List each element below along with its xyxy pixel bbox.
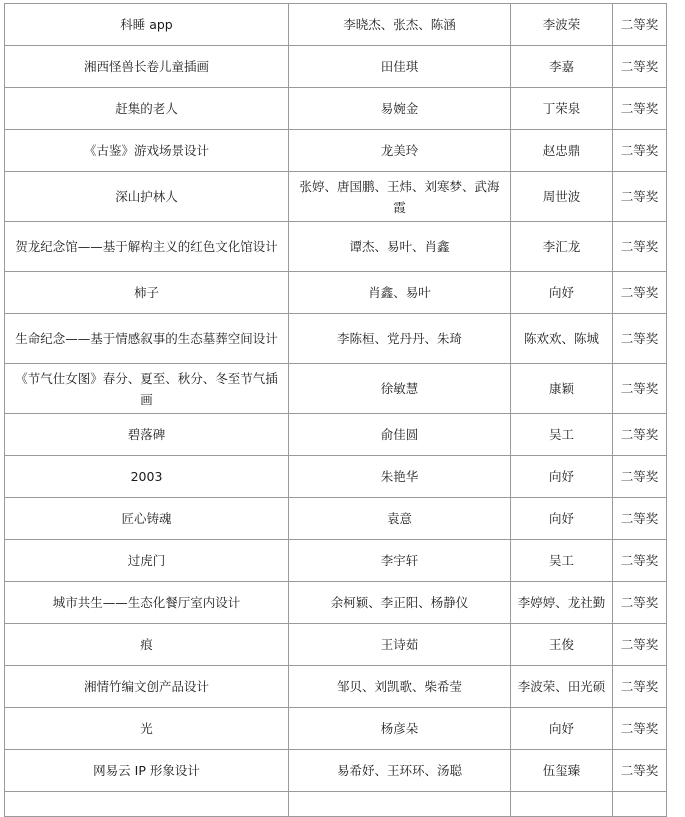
table-row — [5, 172, 667, 222]
work-title-cell: 过虎门 — [5, 540, 289, 582]
authors-cell: 肖鑫、易叶 — [289, 272, 511, 314]
prize-cell: 二等奖 — [613, 456, 667, 498]
advisor-cell: 李波荣、田光硕 — [511, 666, 613, 708]
table-row — [5, 666, 667, 708]
prize-cell: 二等奖 — [613, 498, 667, 540]
work-title-cell: 2003 — [5, 456, 289, 498]
work-title-cell: 城市共生——生态化餐厅室内设计 — [5, 582, 289, 624]
authors-cell: 龙美玲 — [289, 130, 511, 172]
work-title-cell: 生命纪念——基于情感叙事的生态墓葬空间设计 — [5, 314, 289, 364]
work-title-cell: 贺龙纪念馆——基于解构主义的红色文化馆设计 — [5, 222, 289, 272]
table-row — [5, 582, 667, 624]
work-title-cell: 湘西怪兽长卷儿童插画 — [5, 46, 289, 88]
advisor-cell — [511, 792, 613, 817]
prize-cell: 二等奖 — [613, 130, 667, 172]
advisor-cell: 李婷婷、龙社勤 — [511, 582, 613, 624]
authors-cell: 余柯颖、李正阳、杨静仪 — [289, 582, 511, 624]
prize-cell: 二等奖 — [613, 172, 667, 222]
prize-cell: 二等奖 — [613, 540, 667, 582]
work-title-cell — [5, 792, 289, 817]
authors-cell: 朱艳华 — [289, 456, 511, 498]
table-row — [5, 498, 667, 540]
authors-cell: 谭杰、易叶、肖鑫 — [289, 222, 511, 272]
table-row — [5, 364, 667, 414]
prize-cell: 二等奖 — [613, 414, 667, 456]
authors-cell: 易希妤、王环环、汤聪 — [289, 750, 511, 792]
authors-cell: 易婉金 — [289, 88, 511, 130]
table-row — [5, 750, 667, 792]
awards-table — [4, 3, 667, 817]
prize-cell: 二等奖 — [613, 624, 667, 666]
advisor-cell: 李汇龙 — [511, 222, 613, 272]
authors-cell: 李晓杰、张杰、陈涵 — [289, 4, 511, 46]
work-title-cell: 柿子 — [5, 272, 289, 314]
advisor-cell: 李嘉 — [511, 46, 613, 88]
authors-cell: 田佳琪 — [289, 46, 511, 88]
advisor-cell: 吴工 — [511, 540, 613, 582]
work-title-cell: 深山护林人 — [5, 172, 289, 222]
authors-cell: 李宇轩 — [289, 540, 511, 582]
table-row — [5, 222, 667, 272]
table-row — [5, 88, 667, 130]
table-row — [5, 314, 667, 364]
authors-cell: 李陈桓、党丹丹、朱琦 — [289, 314, 511, 364]
authors-cell: 张婷、唐国鹏、王炜、刘寒梦、武海霞 — [289, 172, 511, 222]
prize-cell: 二等奖 — [613, 88, 667, 130]
work-title-cell: 碧落碑 — [5, 414, 289, 456]
table-row — [5, 456, 667, 498]
advisor-cell: 康颖 — [511, 364, 613, 414]
advisor-cell: 吴工 — [511, 414, 613, 456]
prize-cell: 二等奖 — [613, 314, 667, 364]
table-row — [5, 46, 667, 88]
advisor-cell: 陈欢欢、陈城 — [511, 314, 613, 364]
table-row — [5, 624, 667, 666]
authors-cell — [289, 792, 511, 817]
authors-cell: 徐敏慧 — [289, 364, 511, 414]
prize-cell: 二等奖 — [613, 666, 667, 708]
advisor-cell: 向妤 — [511, 456, 613, 498]
prize-cell: 二等奖 — [613, 46, 667, 88]
prize-cell: 二等奖 — [613, 750, 667, 792]
work-title-cell: 光 — [5, 708, 289, 750]
prize-cell: 二等奖 — [613, 4, 667, 46]
authors-cell: 袁意 — [289, 498, 511, 540]
advisor-cell: 向妤 — [511, 708, 613, 750]
work-title-cell: 匠心铸魂 — [5, 498, 289, 540]
authors-cell: 俞佳圆 — [289, 414, 511, 456]
advisor-cell: 赵忠鼎 — [511, 130, 613, 172]
authors-cell: 杨彦朵 — [289, 708, 511, 750]
authors-cell: 王诗茹 — [289, 624, 511, 666]
advisor-cell: 向妤 — [511, 498, 613, 540]
prize-cell: 二等奖 — [613, 222, 667, 272]
work-title-cell: 《古鉴》游戏场景设计 — [5, 130, 289, 172]
table-row — [5, 4, 667, 46]
table-row — [5, 708, 667, 750]
advisor-cell: 向妤 — [511, 272, 613, 314]
work-title-cell: 赶集的老人 — [5, 88, 289, 130]
advisor-cell: 李波荣 — [511, 4, 613, 46]
prize-cell — [613, 792, 667, 817]
work-title-cell: 网易云 IP 形象设计 — [5, 750, 289, 792]
advisor-cell: 丁荣泉 — [511, 88, 613, 130]
advisor-cell: 周世波 — [511, 172, 613, 222]
prize-cell: 二等奖 — [613, 582, 667, 624]
advisor-cell: 王俊 — [511, 624, 613, 666]
work-title-cell: 痕 — [5, 624, 289, 666]
work-title-cell: 《节气仕女图》春分、夏至、秋分、冬至节气插画 — [5, 364, 289, 414]
table-row — [5, 272, 667, 314]
prize-cell: 二等奖 — [613, 272, 667, 314]
table-row — [5, 792, 667, 817]
table-row — [5, 130, 667, 172]
prize-cell: 二等奖 — [613, 708, 667, 750]
table-row — [5, 414, 667, 456]
authors-cell: 邹贝、刘凯歌、柴希莹 — [289, 666, 511, 708]
work-title-cell: 科睡 app — [5, 4, 289, 46]
table-row — [5, 540, 667, 582]
advisor-cell: 伍玺臻 — [511, 750, 613, 792]
prize-cell: 二等奖 — [613, 364, 667, 414]
work-title-cell: 湘情竹编文创产品设计 — [5, 666, 289, 708]
